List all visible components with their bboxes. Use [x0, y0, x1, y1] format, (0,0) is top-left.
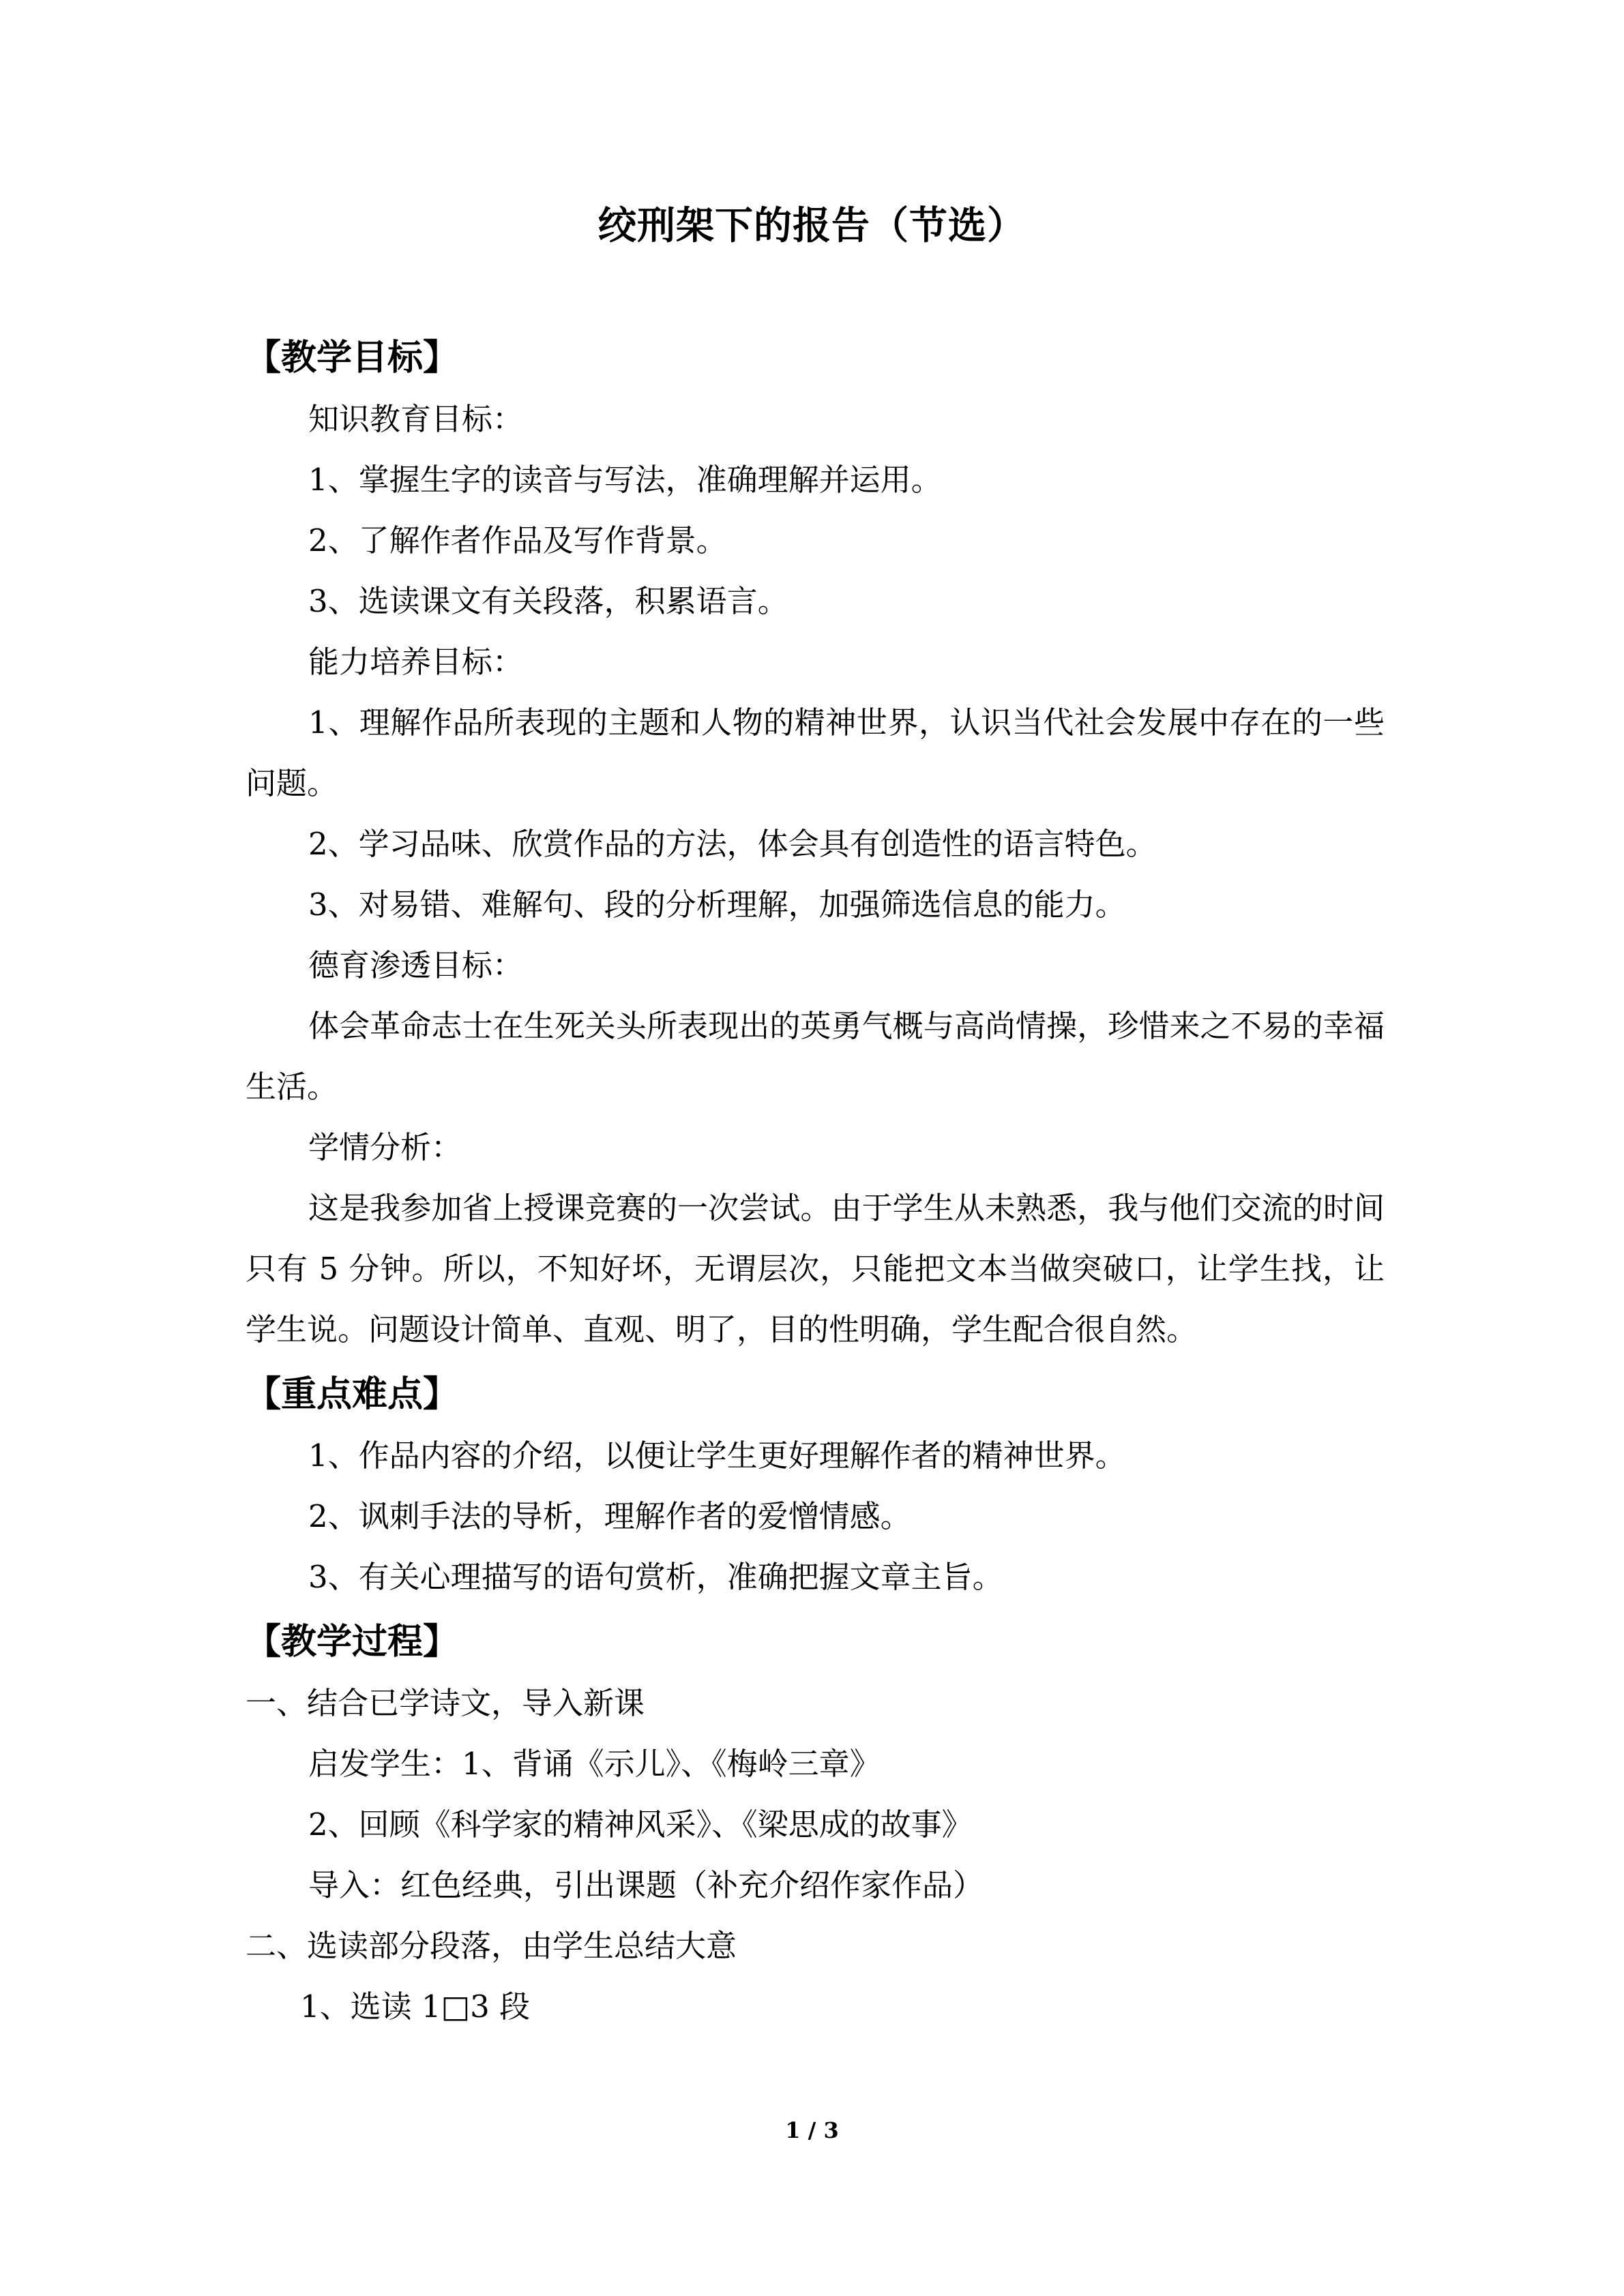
document-body	[246, 327, 1385, 2037]
key-point-item: 1、作品内容的介绍，以便让学生更好理解作者的精神世界。	[308, 1437, 1126, 1474]
knowledge-item: 1、掌握生字的读音与写法，准确理解并运用。	[308, 462, 942, 498]
section-heading-process: 【教学过程】	[246, 1622, 459, 1663]
ability-item: 2、学习品味、欣赏作品的方法，体会具有创造性的语言特色。	[308, 826, 1157, 862]
process-step: 二、选读部分段落，由学生总结大意	[246, 1928, 737, 1964]
ability-item: 3、对易错、难解句、段的分析理解，加强筛选信息的能力。	[308, 886, 1126, 923]
process-substep: 2、回顾《科学家的精神风采》、《梁思成的故事》	[308, 1806, 973, 1843]
process-substep: 启发学生：1、背诵《示儿》、《梅岭三章》	[308, 1746, 881, 1782]
key-point-item: 2、讽刺手法的导析，理解作者的爱憎情感。	[308, 1498, 911, 1534]
process-step: 一、结合已学诗文，导入新课	[246, 1685, 645, 1721]
analysis-label: 学情分析：	[308, 1129, 462, 1165]
document-title: 绞刑架下的报告（节选）	[598, 204, 1026, 248]
moral-label: 德育渗透目标：	[308, 947, 524, 983]
page-number: 1 / 3	[785, 2117, 839, 2143]
key-point-item: 3、有关心理描写的语句赏析，准确把握文章主旨。	[308, 1559, 1003, 1595]
ability-item: 1、理解作品所表现的主题和人物的精神世界，认识当代社会发展中存在的一些问题。	[246, 704, 1385, 801]
process-substep: 1、选读 1□3 段	[300, 1988, 531, 2025]
moral-text: 体会革命志士在生死关头所表现出的英勇气概与高尚情操，珍惜来之不易的幸福生活。	[246, 1008, 1385, 1105]
section-heading-key-points: 【重点难点】	[246, 1374, 459, 1415]
knowledge-label: 知识教育目标：	[308, 401, 524, 437]
knowledge-item: 3、选读课文有关段落，积累语言。	[308, 583, 788, 619]
section-heading-objectives: 【教学目标】	[246, 338, 459, 378]
knowledge-item: 2、了解作者作品及写作背景。	[308, 522, 727, 558]
process-substep: 导入：红色经典，引出课题（补充介绍作家作品）	[308, 1867, 984, 1903]
ability-label: 能力培养目标：	[308, 644, 524, 680]
analysis-text: 这是我参加省上授课竞赛的一次尝试。由于学生从未熟悉，我与他们交流的时间只有 5 分钟。所以，不知好坏，无谓层次，只能把文本当做突破口，让学生找，让学生说。问题设计简单、直观、明了，目的性明确，学生配合很自然。	[246, 1190, 1385, 1347]
